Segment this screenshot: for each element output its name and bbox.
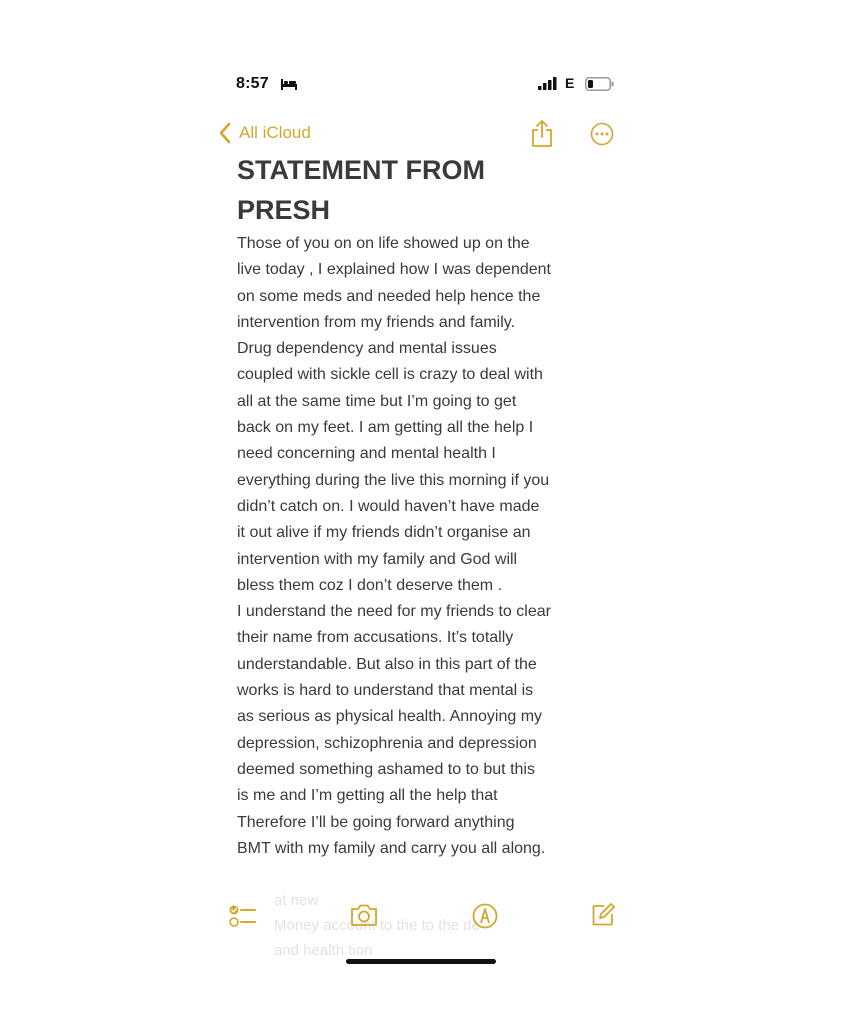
note-body-line: coupled with sickle cell is crazy to deal with	[237, 366, 543, 384]
note-body-line: I understand the need for my friends to clear	[237, 603, 551, 621]
note-body-line: on some meds and needed help hence the	[237, 287, 541, 305]
network-type: E	[565, 75, 575, 91]
chevron-left-icon	[218, 122, 232, 144]
note-body-line: BMT with my family and carry you all along.	[237, 839, 546, 857]
back-button[interactable]	[218, 122, 311, 144]
share-icon[interactable]	[530, 118, 554, 148]
note-body[interactable]	[237, 231, 617, 862]
home-indicator[interactable]	[346, 959, 496, 964]
bed-icon	[280, 77, 298, 91]
markup-icon[interactable]	[471, 902, 499, 930]
compose-icon[interactable]	[590, 902, 616, 928]
note-title[interactable]	[237, 150, 537, 230]
note-title-line: PRESH	[237, 195, 331, 225]
bottom-toolbar	[210, 898, 630, 938]
note-body-line: depression, schizophrenia and depression	[237, 734, 537, 752]
back-label: All iCloud	[239, 123, 311, 142]
note-body-line: back on my feet. I am getting all the help I	[237, 419, 534, 437]
faded-text-line: and health tion	[274, 942, 373, 959]
notes-screen	[210, 62, 630, 972]
note-body-line: their name from accusations. It’s totally	[237, 629, 514, 647]
note-body-line: bless them coz I don’t deserve them .	[237, 576, 503, 594]
note-body-line: understandable. But also in this part of the	[237, 655, 537, 673]
note-body-line: all at the same time but I’m going to get	[237, 392, 517, 410]
note-title-line: STATEMENT FROM	[237, 155, 485, 185]
status-bar	[210, 62, 630, 106]
checklist-icon[interactable]	[228, 902, 258, 930]
note-body-line: intervention with my family and God will	[237, 550, 518, 568]
battery-icon	[585, 77, 615, 91]
note-body-line: Drug dependency and mental issues	[237, 340, 497, 358]
note-body-line: intervention from my friends and family.	[237, 313, 516, 331]
note-body-line: everything during the live this morning if you	[237, 471, 550, 489]
note-body-line: need concerning and mental health I	[237, 445, 496, 463]
note-body-line: Therefore I’ll be going forward anything	[237, 813, 515, 831]
more-icon[interactable]	[590, 122, 614, 146]
camera-icon[interactable]	[349, 902, 379, 928]
faded-text-line: at new	[274, 892, 319, 909]
faded-text-line: Money account to the to the de	[274, 917, 480, 934]
note-body-line: as serious as physical health. Annoying my	[237, 708, 543, 726]
cellular-signal-icon	[538, 77, 558, 90]
note-body-line: Those of you on on life showed up on the	[237, 235, 530, 252]
note-body-line: deemed something ashamed to to but this	[237, 760, 535, 778]
note-body-line: works is hard to understand that mental is	[237, 682, 534, 700]
note-body-line: it out alive if my friends didn’t organise an	[237, 524, 531, 542]
status-time: 8:57	[236, 75, 269, 92]
note-body-line: live today , I explained how I was dependent	[237, 261, 551, 279]
note-body-line: didn’t catch on. I would haven’t have made	[237, 497, 540, 515]
note-body-line: is me and I’m getting all the help that	[237, 787, 498, 805]
nav-bar	[210, 114, 630, 154]
